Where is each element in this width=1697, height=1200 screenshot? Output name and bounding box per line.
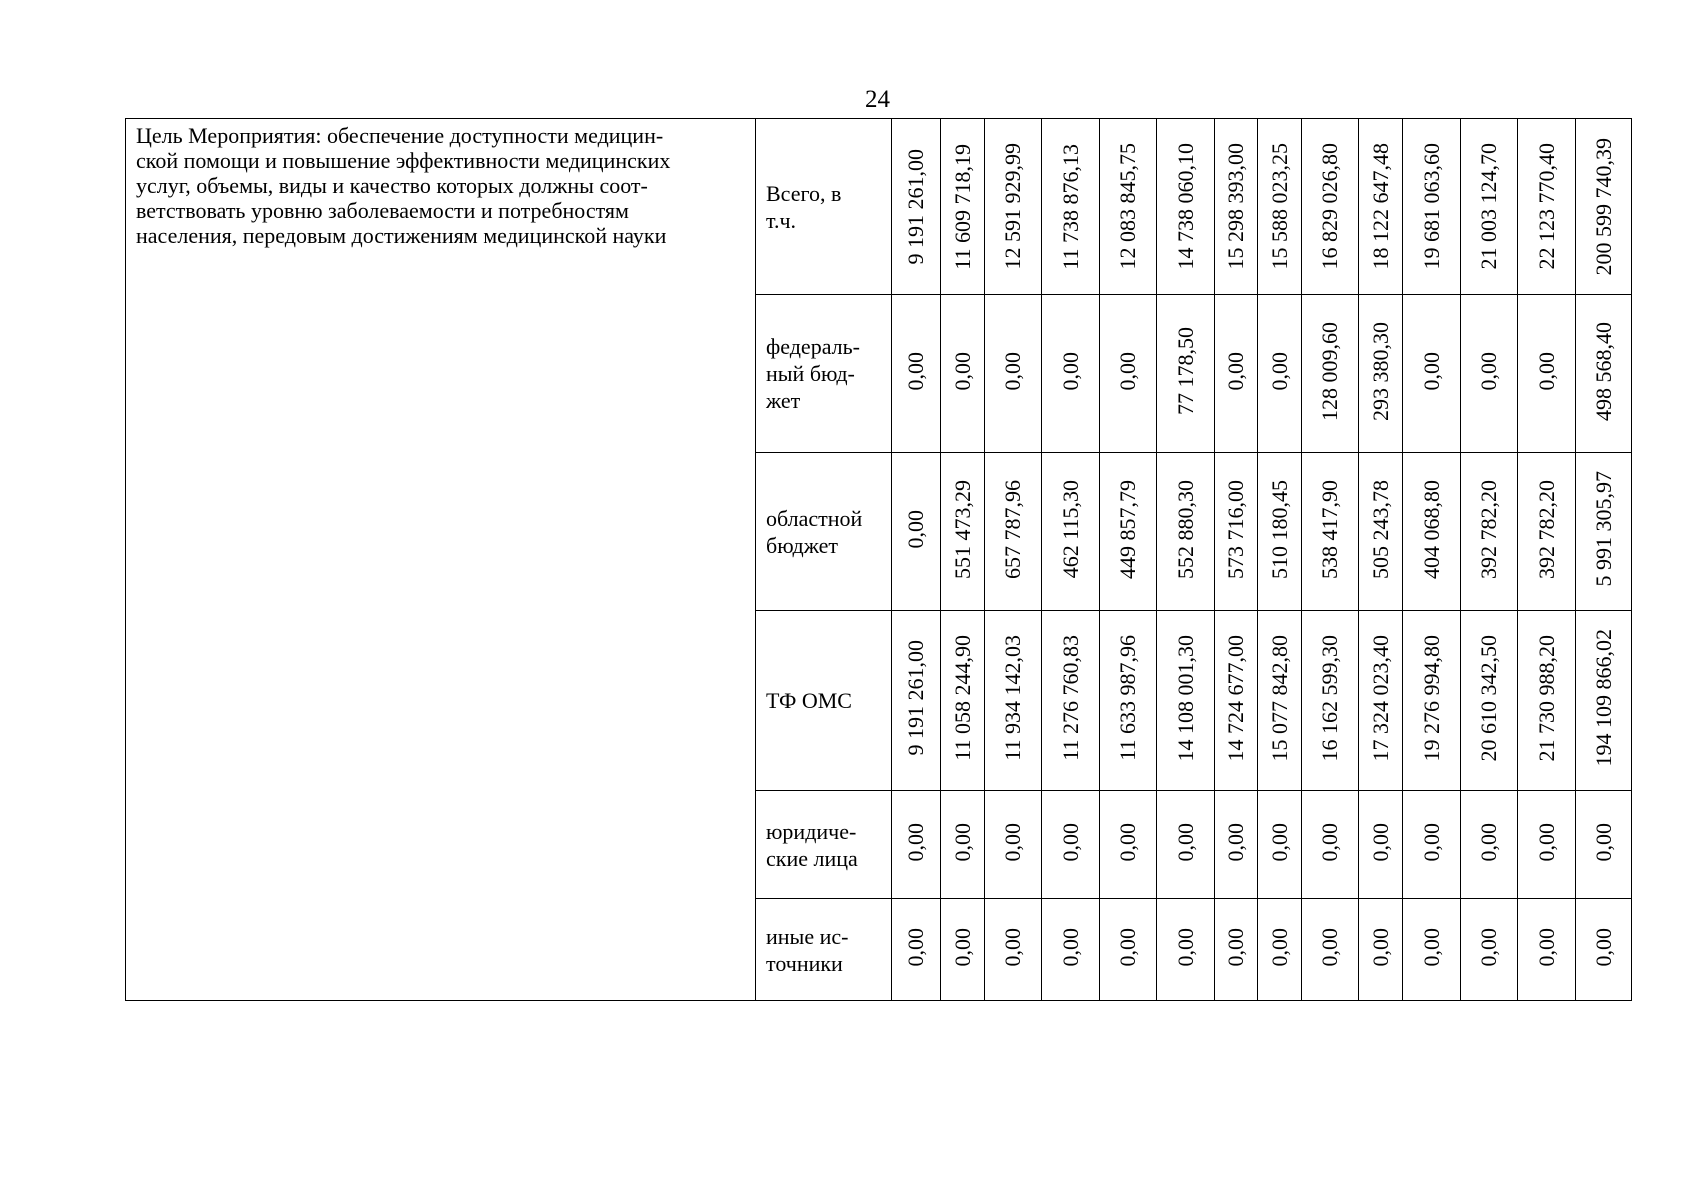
value-cell [1576,295,1632,453]
value-text: 0,00 [1000,822,1025,862]
value-cell [1042,791,1100,899]
value-text: 0,00 [1317,822,1342,862]
source-line: бюджет [766,532,838,558]
value-text: 18 122 647,48 [1367,143,1393,270]
value-text: 0,00 [1266,822,1292,862]
value-cell [1461,119,1518,295]
value-cell [1359,899,1403,1001]
value-text: 14 738 060,10 [1172,143,1198,270]
value-text: 0,00 [1266,927,1292,967]
value-text: 15 077 842,80 [1266,634,1292,762]
value-text: 21 003 124,70 [1476,143,1501,270]
value-text: 77 178,50 [1172,327,1198,415]
value-cell [941,611,985,791]
value-text: 0,00 [1533,822,1559,862]
source-line: ный бюд- [766,361,855,386]
value-text: 200 599 740,39 [1590,137,1616,276]
value-cell [1518,611,1576,791]
value-cell [1302,899,1359,1001]
source-line: федераль- [766,334,860,359]
value-cell [985,611,1042,791]
source-cell [756,611,892,791]
value-cell [1215,295,1258,453]
value-cell [1157,453,1215,611]
financing-table [125,118,1632,1001]
value-cell [1461,453,1518,611]
goal-cell [126,119,756,1001]
value-text: 0,00 [1418,927,1444,967]
value-text: 11 058 244,90 [949,635,975,761]
value-text: 538 417,90 [1317,479,1342,579]
value-cell [1518,453,1576,611]
value-text: 552 880,30 [1172,479,1198,579]
value-cell [1157,899,1215,1001]
value-cell [1359,791,1403,899]
value-cell [985,899,1042,1001]
value-cell [1258,119,1302,295]
value-cell [941,295,985,453]
value-cell [1403,899,1461,1001]
value-cell [1359,453,1403,611]
value-cell [1258,791,1302,899]
value-text: 0,00 [1057,822,1083,862]
value-cell [1157,611,1215,791]
value-cell [1302,453,1359,611]
value-cell [1258,453,1302,611]
value-cell [1100,295,1157,453]
value-cell [1359,295,1403,453]
value-cell [892,453,941,611]
value-text: 0,00 [1266,351,1292,391]
value-cell [892,295,941,453]
value-cell [1157,119,1215,295]
value-cell [985,119,1042,295]
goal-line: Цель Мероприятия: обеспечение доступности медицин- [136,123,664,148]
value-cell [1403,791,1461,899]
source-cell [756,453,892,611]
value-cell [1215,899,1258,1001]
value-cell [1215,791,1258,899]
value-cell [985,453,1042,611]
value-text: 0,00 [1057,351,1083,391]
value-cell [1576,453,1632,611]
value-text: 0,00 [1418,822,1444,862]
value-text: 14 108 001,30 [1172,634,1198,762]
value-cell [892,119,941,295]
value-text: 462 115,30 [1057,479,1083,579]
value-text: 22 123 770,40 [1533,143,1559,270]
value-cell [1302,611,1359,791]
source-cell [756,899,892,1001]
goal-line: ветствовать уровню заболеваемости и потребностям [136,198,629,223]
value-cell [1461,791,1518,899]
value-cell [1359,119,1403,295]
value-text: 11 633 987,96 [1115,635,1140,761]
source-cell [756,791,892,899]
value-text: 0,00 [1115,822,1140,862]
value-text: 0,00 [1418,351,1444,391]
value-cell [1461,295,1518,453]
value-text: 510 180,45 [1266,479,1292,579]
value-cell [1302,791,1359,899]
value-text: 505 243,78 [1367,479,1393,579]
value-text: 0,00 [1317,927,1342,967]
value-cell [1215,119,1258,295]
value-text: 21 730 988,20 [1533,634,1559,762]
value-text: 16 829 026,80 [1317,143,1342,270]
value-text: 0,00 [949,822,975,862]
source-cell [756,119,892,295]
value-cell [941,791,985,899]
value-cell [1518,899,1576,1001]
goal-line: услуг, объемы, виды и качество которых должны соот- [136,173,648,198]
value-cell [1403,611,1461,791]
value-cell [1302,119,1359,295]
value-text: 11 609 718,19 [949,143,975,270]
value-text: 0,00 [1590,927,1616,967]
value-text: 0,00 [1476,351,1501,391]
source-line: ТФ ОМС [766,688,852,713]
value-text: 0,00 [1115,351,1140,391]
value-text: 0,00 [903,927,928,967]
value-text: 0,00 [1367,927,1393,967]
value-text: 0,00 [1533,927,1559,967]
value-text: 0,00 [1115,927,1140,967]
value-text: 14 724 677,00 [1223,634,1248,762]
value-cell [1403,119,1461,295]
value-text: 392 782,20 [1533,479,1559,579]
value-text: 15 298 393,00 [1223,143,1248,270]
value-text: 573 716,00 [1223,479,1248,579]
source-line: иные ис- [766,923,849,949]
source-cell [756,295,892,453]
value-cell [1461,899,1518,1001]
value-cell [1518,791,1576,899]
value-cell [1576,899,1632,1001]
value-text: 15 588 023,25 [1266,143,1292,270]
value-cell [892,611,941,791]
value-cell [1100,119,1157,295]
value-text: 16 162 599,30 [1317,634,1342,762]
value-cell [1215,453,1258,611]
value-cell [941,899,985,1001]
value-text: 5 991 305,97 [1590,471,1616,587]
value-cell [1215,611,1258,791]
value-text: 0,00 [903,822,928,862]
value-text: 128 009,60 [1317,321,1342,421]
value-cell [1359,611,1403,791]
value-text: 293 380,30 [1367,321,1393,421]
value-text: 194 109 866,02 [1590,629,1616,767]
value-text: 12 083 845,75 [1115,143,1140,270]
source-line: Всего, в [766,180,842,206]
value-text: 19 681 063,60 [1418,143,1444,270]
value-text: 449 857,79 [1115,479,1140,579]
value-text: 0,00 [1476,927,1501,967]
value-text: 0,00 [949,351,975,391]
value-cell [985,791,1042,899]
value-text: 0,00 [1476,822,1501,862]
value-text: 9 191 261,00 [903,640,928,756]
goal-line: населения, передовым достижениям медицинской науки [136,223,667,248]
value-cell [941,119,985,295]
value-cell [941,453,985,611]
value-cell [1258,295,1302,453]
value-cell [1518,119,1576,295]
value-cell [1258,899,1302,1001]
value-cell [1518,295,1576,453]
value-text: 0,00 [1172,822,1198,862]
source-line: областной [766,505,863,531]
value-text: 0,00 [1223,822,1248,862]
value-text: 20 610 342,50 [1476,634,1501,762]
value-text: 0,00 [903,351,928,391]
value-cell [1461,611,1518,791]
value-text: 0,00 [949,927,975,967]
goal-line: ской помощи и повышение эффективности медицинских [136,148,671,173]
value-cell [892,791,941,899]
value-cell [1042,453,1100,611]
value-cell [985,295,1042,453]
value-text: 551 473,29 [949,479,975,579]
value-text: 404 068,80 [1418,479,1444,579]
value-text: 0,00 [1057,927,1083,967]
page-number: 24 [865,86,890,113]
value-text: 0,00 [1223,351,1248,391]
value-cell [1157,295,1215,453]
table-row [126,119,1632,295]
value-text: 11 934 142,03 [1000,635,1025,761]
value-cell [1302,295,1359,453]
value-cell [1576,119,1632,295]
value-text: 392 782,20 [1476,479,1501,579]
value-cell [1576,611,1632,791]
value-cell [1157,791,1215,899]
value-cell [1100,791,1157,899]
value-text: 0,00 [1000,351,1025,391]
value-cell [1403,453,1461,611]
value-text: 0,00 [1367,822,1393,862]
value-cell [1100,899,1157,1001]
value-text: 19 276 994,80 [1418,634,1444,762]
value-cell [1100,611,1157,791]
value-cell [1576,791,1632,899]
source-line: жет [766,388,801,413]
value-text: 0,00 [903,509,928,549]
value-cell [1042,295,1100,453]
value-text: 11 738 876,13 [1057,143,1083,270]
value-text: 17 324 023,40 [1367,634,1393,762]
value-cell [1042,611,1100,791]
value-text: 0,00 [1223,927,1248,967]
source-line: ские лица [766,845,858,871]
value-text: 11 276 760,83 [1057,635,1083,761]
value-cell [1258,611,1302,791]
source-line: точники [766,950,843,976]
value-text: 498 568,40 [1590,321,1616,421]
source-line: юридиче- [766,818,857,844]
value-cell [1403,295,1461,453]
value-text: 0,00 [1533,351,1559,391]
value-text: 0,00 [1000,927,1025,967]
value-cell [1042,899,1100,1001]
value-cell [1100,453,1157,611]
value-text: 0,00 [1590,822,1616,862]
value-text: 657 787,96 [1000,479,1025,579]
value-cell [1042,119,1100,295]
value-cell [892,899,941,1001]
source-line: т.ч. [766,207,797,233]
value-text: 12 591 929,99 [1000,143,1025,270]
value-text: 0,00 [1172,927,1198,967]
value-text: 9 191 261,00 [903,148,928,265]
